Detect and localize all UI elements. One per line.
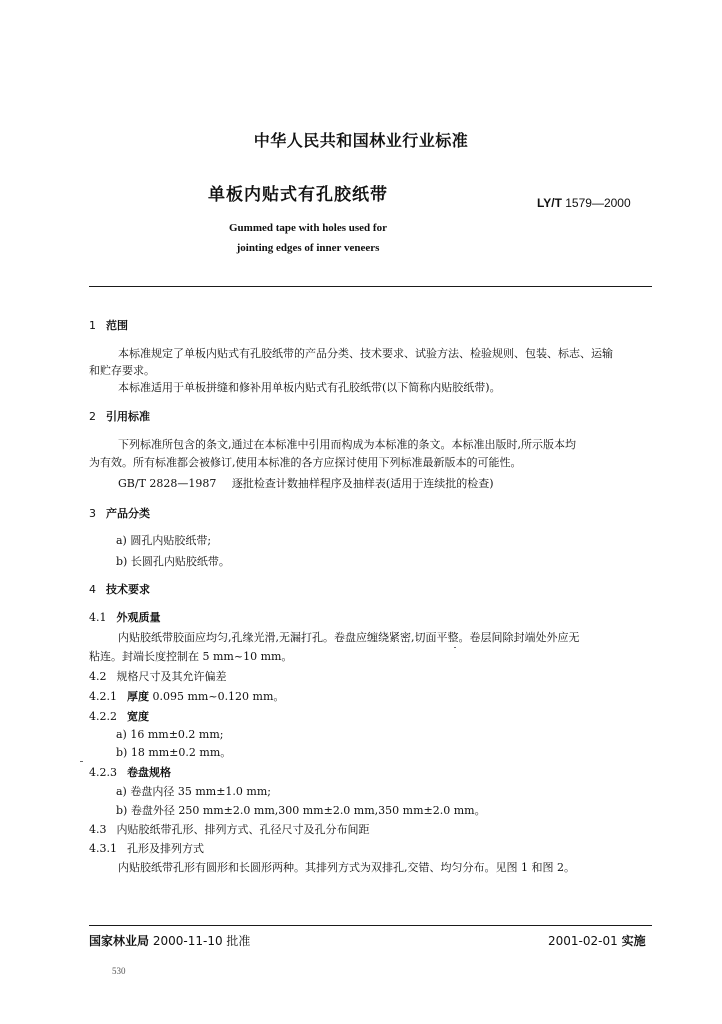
section-title: 范围 [106,319,128,332]
section-1-para1-line2: 和贮存要求。 [89,364,155,377]
clause-4-2-heading [89,669,227,685]
clause-label: 卷盘规格 [127,766,171,779]
section-title: 引用标准 [106,410,150,423]
clause-4-3-heading [89,822,370,838]
section-2-heading [89,409,150,425]
document-title: 单板内贴式有孔胶纸带 [208,185,388,205]
clause-4-1-heading [89,610,161,626]
section-2-para1-line1: 下列标准所包含的条文,通过在本标准中引用而构成为本标准的条文。本标准出版时,所示版本均 [118,438,576,451]
standard-category: 中华人民共和国林业行业标准 [253,131,469,150]
english-title-line2: jointing edges of inner veneers [236,242,380,254]
clause-number: 4.3.1 [89,842,117,855]
standard-code [537,196,631,210]
clause-4-3-1-heading [89,841,204,857]
approval-label: 批准 [226,934,251,948]
clause-label: 厚度 [127,690,149,703]
footer-divider [89,925,652,926]
header-divider [89,286,652,287]
section-1-heading [89,318,128,334]
implementation-label: 实施 [621,934,646,948]
clause-number: 4.2 [89,670,107,683]
clause-title: 孔形及排列方式 [127,842,204,855]
clause-title: 规格尺寸及其允许偏差 [116,670,227,683]
clause-number: 4.1 [89,611,107,624]
clause-value: 0.095 mm~0.120 mm。 [152,690,285,703]
scan-speck [80,761,83,762]
section-4-heading [89,582,150,598]
section-1-para1-line1: 本标准规定了单板内贴式有孔胶纸带的产品分类、技术要求、试验方法、检验规则、包装、标志、运输 [118,347,613,360]
clause-title: 内贴胶纸带孔形、排列方式、孔径尺寸及孔分布间距 [116,823,370,836]
section-1-para2: 本标准适用于单板拼缝和修补用单板内贴式有孔胶纸带(以下简称内贴胶纸带)。 [118,381,501,394]
clause-4-2-3-item-b: b) 卷盘外径 250 mm±2.0 mm,300 mm±2.0 mm,350 mm±2.0 mm。 [116,804,486,817]
english-title [208,218,408,258]
english-title-line1: Gummed tape with holes used for [229,222,387,234]
section-3-item-a: a) 圆孔内贴胶纸带; [116,534,212,547]
clause-4-1-line2: 粘连。封端长度控制在 5 mm~10 mm。 [89,650,293,663]
clause-4-3-1-text: 内贴胶纸带孔形有圆形和长圆形两种。其排列方式为双排孔,交错、均匀分布。见图 1 和图 2。 [118,861,575,874]
clause-4-2-2-heading [89,709,149,725]
section-2-para1-line2: 为有效。所有标准都会被修订,使用本标准的各方应探讨使用下列标准最新版本的可能性。 [89,456,522,469]
reference-code: GB/T 2828—1987 [118,477,217,490]
section-3-item-b: b) 长圆孔内贴胶纸带。 [116,555,230,568]
section-number: 4 [89,583,96,596]
clause-number: 4.2.2 [89,710,117,723]
clause-4-1-line1: 内贴胶纸带胶面应均匀,孔缘光滑,无漏打孔。卷盘应缠绕紧密,切面平整。卷层间除封端处外应无 [118,631,580,644]
clause-4-2-2-item-a: a) 16 mm±0.2 mm; [116,728,224,741]
implementation-info [548,932,646,949]
section-number: 1 [89,319,96,332]
section-3-heading [89,506,150,522]
normative-reference [118,476,494,492]
clause-title: 外观质量 [116,611,161,624]
section-number: 3 [89,507,96,520]
section-number: 2 [89,410,96,423]
clause-label: 宽度 [127,710,149,723]
clause-number: 4.2.3 [89,766,117,779]
clause-4-2-3-item-a: a) 卷盘内径 35 mm±1.0 mm; [116,785,271,798]
issuing-authority: 国家林业局 [89,934,150,948]
clause-4-2-2-item-b: b) 18 mm±0.2 mm。 [116,746,232,759]
page-number: 530 [112,966,126,976]
clause-4-2-1 [89,689,284,705]
section-title: 产品分类 [106,507,150,520]
scan-speck [454,647,456,648]
section-title: 技术要求 [106,583,150,596]
standard-code-number: 1579—2000 [565,196,631,210]
approval-info [89,932,250,949]
implementation-date: 2001-02-01 [548,934,618,948]
clause-number: 4.2.1 [89,690,117,703]
approval-date: 2000-11-10 [152,934,223,948]
standard-code-prefix: LY/T [537,196,562,210]
clause-number: 4.3 [89,823,107,836]
clause-4-2-3-heading [89,765,171,781]
reference-title: 逐批检查计数抽样程序及抽样表(适用于连续批的检查) [231,477,494,490]
